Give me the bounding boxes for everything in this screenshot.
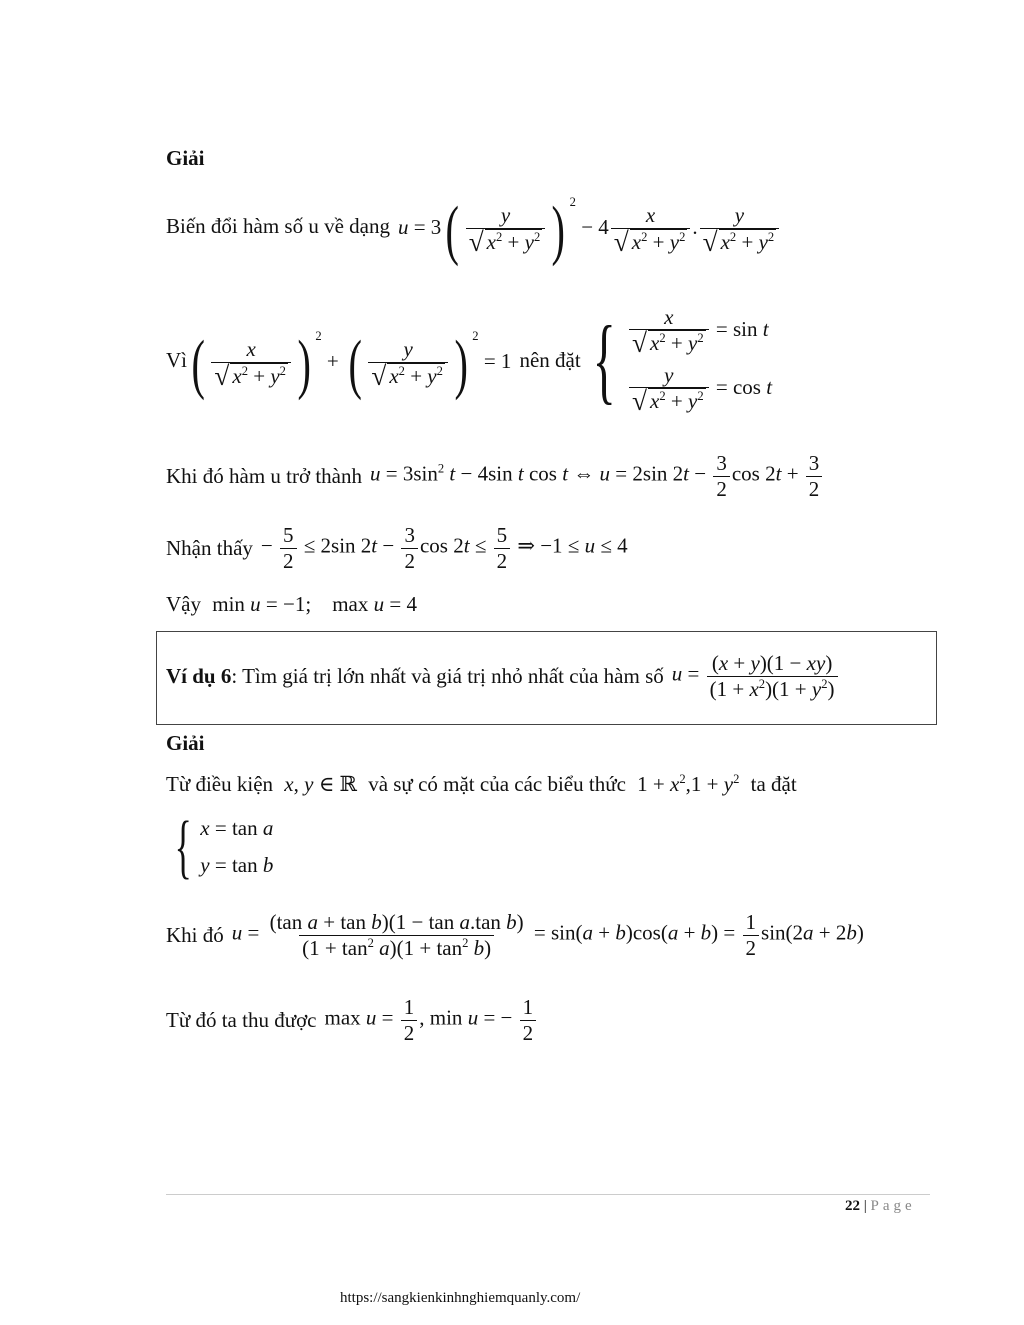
page-label: Page <box>870 1198 916 1214</box>
page-number: 22 <box>845 1198 860 1214</box>
nhan-thay-text: Nhận thấy <box>166 535 253 560</box>
condition-text-c: ta đặt <box>750 772 797 796</box>
result-line-2 <box>166 990 538 1050</box>
substitution-line <box>166 290 772 430</box>
result-line-1 <box>166 592 417 617</box>
condition-line <box>166 772 797 797</box>
example-label: Ví dụ 6 <box>166 663 232 688</box>
trig-system: { x √ $x^2 + y^2$ = sin t y √ $x^2 + y^2$ = cos t <box>592 304 773 417</box>
page-separator: | <box>863 1198 867 1214</box>
transformed-function-line <box>166 448 824 504</box>
condition-text-b: và sự có mặt của các biểu thức <box>368 772 626 796</box>
example-text: : Tìm giá trị lớn nhất và giá trị nhỏ nhất của hàm số <box>231 663 664 688</box>
condition-domain: x, y ∈ ℝ <box>284 772 357 796</box>
transform-line <box>166 186 781 266</box>
example-statement <box>166 640 840 712</box>
result-min-max-1: min u = −1; max u = 4 <box>212 592 417 616</box>
vi-text: Vì <box>166 347 187 372</box>
tan-system: { x = tan a y = tan b <box>174 807 274 887</box>
page-number-footer <box>845 1198 916 1215</box>
condition-text-a: Từ điều kiện <box>166 772 274 796</box>
footer-divider <box>166 1194 930 1195</box>
tu-do-text: Từ đó ta thu được <box>166 1007 317 1032</box>
source-url: https://sangkienkinhnghiemquanly.com/ <box>340 1290 581 1306</box>
example-function: u = $\frac{(x + y)(1 - xy)}{(1 + x^2)(1 + y^2)}$ <box>672 651 840 700</box>
khi-do-text: Khi đó hàm u trở thành <box>166 463 362 488</box>
evaluation-line <box>166 902 864 968</box>
result-min-max-2: max u = $\frac{1}{2}$ , min u = − $\frac{1}{2}$ <box>325 995 539 1044</box>
identity-equation: ( x √ $x^2 + y^2$ ) $^2$ + ( y √ $x^2 + y^2$ ) $^2$ = 1 <box>191 325 512 401</box>
inequality-bound: − $\frac{5}{2}$ ≤ 2sin 2t − $\frac{3}{2}$ cos 2t ≤ $\frac{5}{2}$ ⇒ −1 ≤ u ≤ 4 <box>260 523 628 573</box>
equation-u-form: u = 3( y √ $x^2 + y^2$ ) $^2$ − 4 x √ $x^2 + y^2$ . y √ $x^2 + y^2$ <box>398 195 781 256</box>
condition-expressions: $1 + x^2,1 + y^2$ <box>637 772 740 796</box>
solution-heading-1: Giải <box>166 146 205 170</box>
transform-text: Biến đổi hàm số u về dạng <box>166 213 390 238</box>
vay-text: Vậy <box>166 592 201 616</box>
khi-do-text-2: Khi đó <box>166 922 224 947</box>
equation-tan-form: u = $\frac{\text{(tan a + tan b)(1 − tan a.tan b)}}{(1 + \tan^2 a)(1 + \tan^2 b)}$ = sin(a + b)cos(a + b) = $\frac{1}{2}$ sin(2a + 2b) <box>231 910 864 960</box>
bound-line <box>166 520 628 576</box>
solution-heading-2: Giải <box>166 731 205 755</box>
nen-dat-text: nên đặt <box>519 347 581 372</box>
equation-trig-form: $u = 3\sin^2$ t − 4sin t cos t ⇔ u = 2sin 2t − $\frac{3}{2}$ cos 2t + $\frac{3}{2}$ <box>370 451 824 500</box>
